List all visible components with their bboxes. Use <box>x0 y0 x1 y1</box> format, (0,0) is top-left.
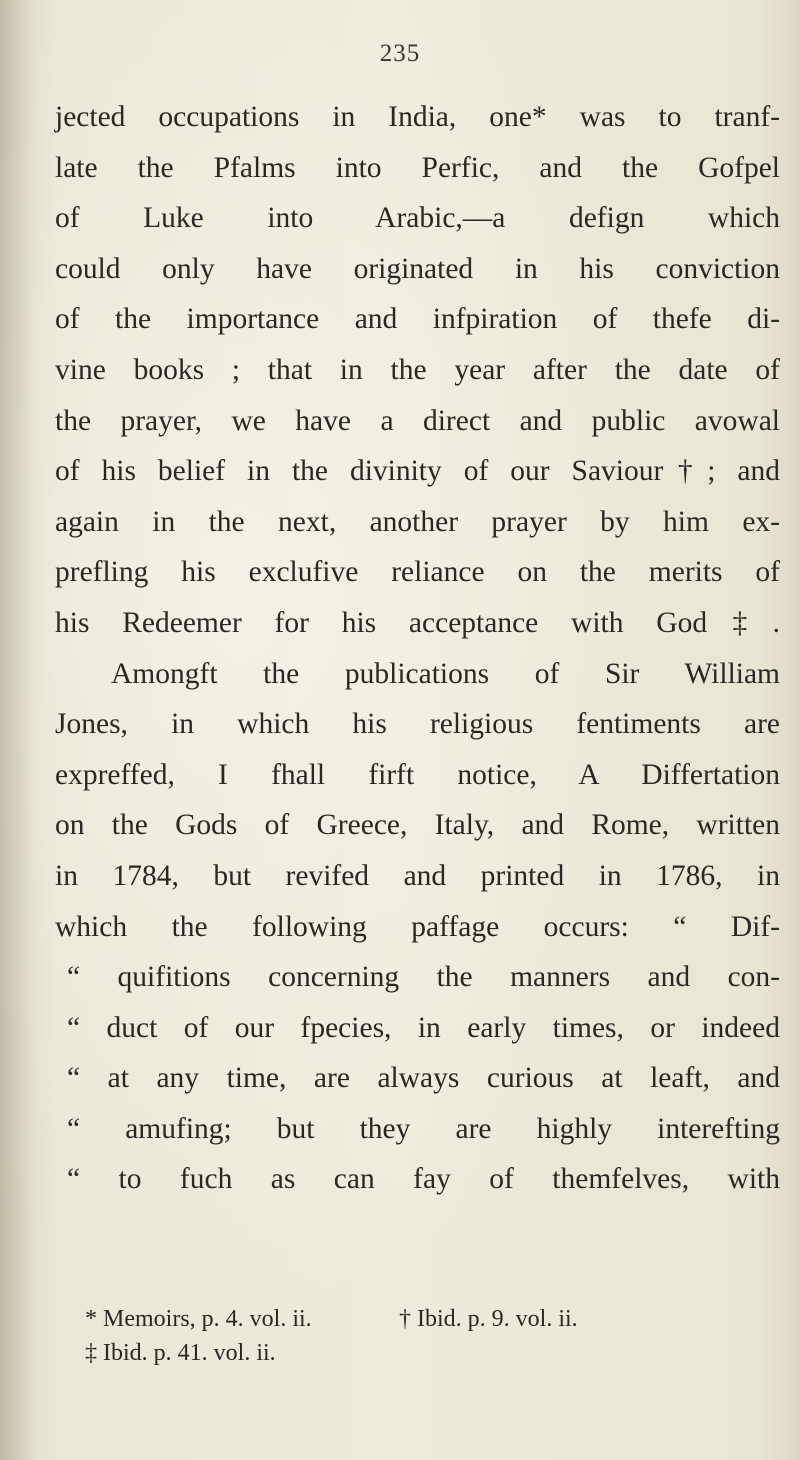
text-line: vine books ; that in the year after the date of <box>55 353 780 386</box>
text-line: jected occupations in India, one* was to tranf- <box>55 101 780 133</box>
text-line: again in the next, another prayer by him ex- <box>55 505 780 538</box>
text-line: late the Pfalms into Perfic, and the Gofpel <box>55 151 780 184</box>
text-line: on the Gods of Greece, Italy, and Rome, written <box>55 809 780 842</box>
text-line: could only have originated in his conviction <box>55 252 780 285</box>
text-line: his Redeemer for his acceptance with God‡. <box>55 606 780 639</box>
paragraph-start-line: Amongft the publications of Sir William <box>111 657 780 690</box>
text-line: expreffed, I fhall firft notice, A Differtation <box>55 758 780 791</box>
footnote-dagger: † Ibid. p. 9. vol. ii. <box>399 1306 578 1332</box>
page-number: 235 <box>379 40 421 67</box>
text-line: of the importance and infpiration of thefe di- <box>55 303 780 336</box>
footnote-row <box>85 1302 765 1336</box>
quotation-line: “ to fuch as can fay of themfelves, with <box>67 1163 780 1196</box>
quotation-line: “ duct of our fpecies, in early times, or indeed <box>67 1011 780 1044</box>
text-line: prefling his exclufive reliance on the merits of <box>55 556 780 589</box>
quotation-line: “ at any time, are always curious at leaft, and <box>67 1062 780 1095</box>
text-line: the prayer, we have a direct and public avowal <box>55 404 780 437</box>
text-line: of his belief in the divinity of our Saviour†; and <box>55 455 780 488</box>
footnote-double-dagger: ‡ Ibid. p. 41. vol. ii. <box>85 1340 276 1366</box>
quotation-line: “ quifitions concerning the manners and con- <box>67 961 780 994</box>
quotation-line: “ amufing; but they are highly interefting <box>67 1112 780 1145</box>
footnote-row <box>85 1336 765 1370</box>
footnote-star: * Memoirs, p. 4. vol. ii. <box>85 1306 312 1332</box>
text-line: Jones, in which his religious fentiments are <box>55 708 780 741</box>
text-line: in 1784, but revifed and printed in 1786, in <box>55 859 780 892</box>
text-line: which the following paffage occurs: “ Dif- <box>55 910 780 943</box>
body-text <box>55 92 780 1205</box>
text-line: of Luke into Arabic,—a defign which <box>55 202 780 235</box>
footnotes <box>85 1302 765 1370</box>
page-gutter-shadow <box>0 0 34 1460</box>
